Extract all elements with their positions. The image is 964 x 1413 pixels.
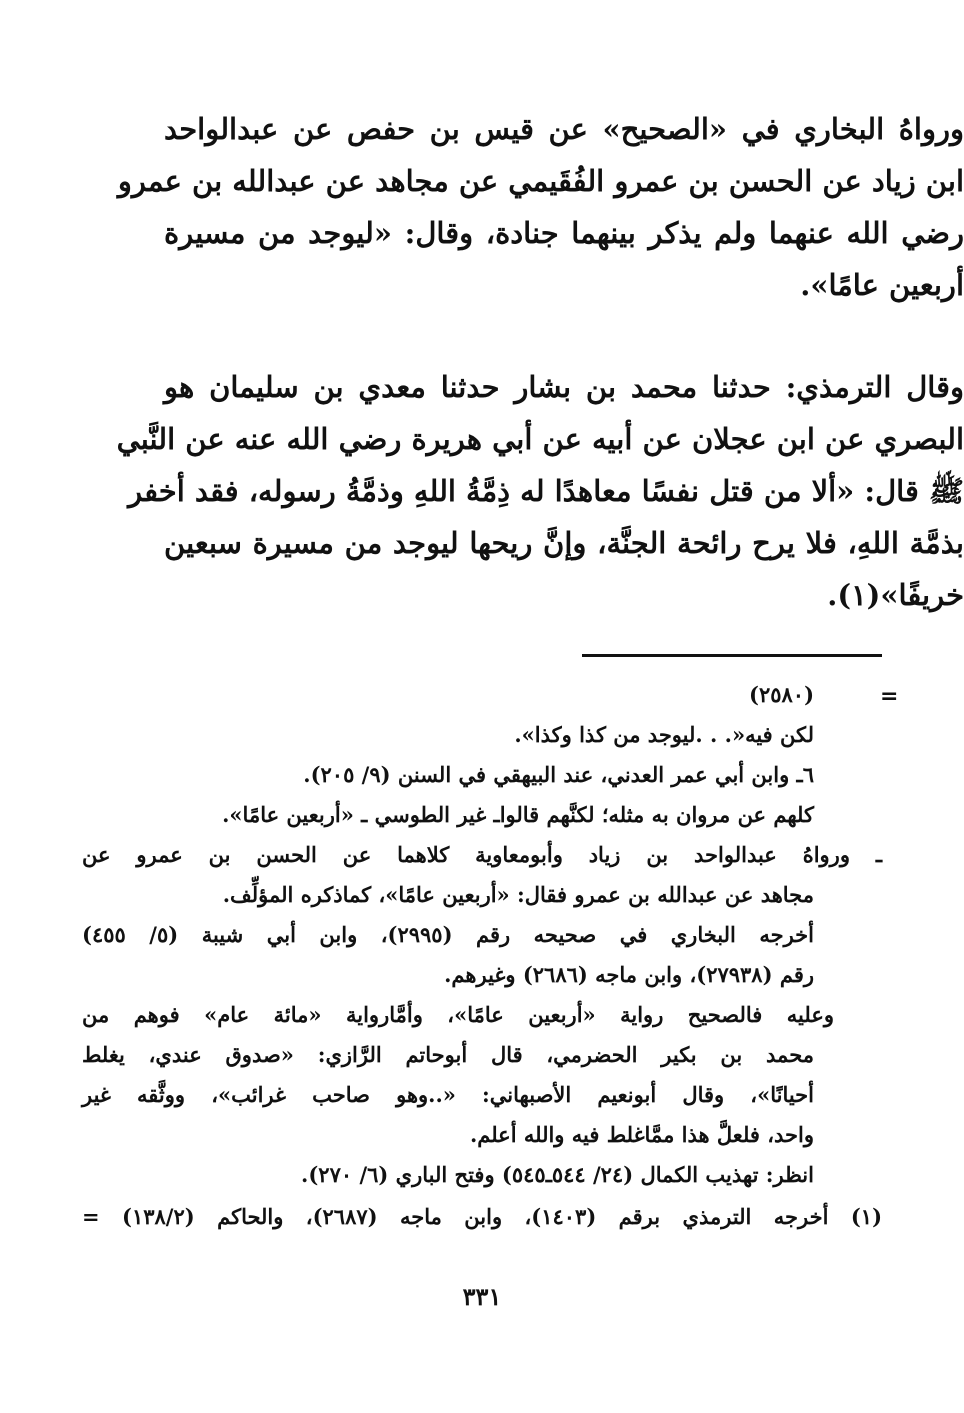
- paragraph-1-line-4: أربعين عامًا».: [800, 268, 964, 302]
- paragraph-1-line-2: ابن زياد عن الحسن بن عمرو الفُقَيمي عن مجاهد عن عبدالله بن عمرو: [117, 164, 964, 198]
- footnote-line: مجاهد عن عبدالله بن عمرو فقال: «أربعين عامًا»، كماذكره المؤلِّف.: [222, 882, 814, 907]
- paragraph-2-line-2: البصري عن ابن عجلان عن أبيه عن أبي هريرة رضي الله عنه عن النَّبي: [116, 422, 964, 456]
- footnote-continuation-mark: =: [880, 684, 899, 709]
- footnote-line: (٢٥٨٠): [749, 682, 814, 707]
- paragraph-1-line-1: ورواهُ البخاري في «الصحيح» عن قيس بن حفص عن عبدالواحد: [164, 112, 964, 146]
- paragraph-2-line-4: بذمَّة اللهِ، فلا يرح رائحة الجنَّة، وإنَّ ريحها ليوجد من مسيرة سبعين: [164, 526, 964, 560]
- paragraph-2-line-3: ﷺ قال: «ألا من قتل نفسًا معاهدًا له ذِمَّةُ اللهِ وذمَّةُ رسوله، فقد أخفر: [128, 474, 964, 508]
- footnote-line: واحد، فلعلَّ هذا ممَّاغلط فيه والله أعلم.: [469, 1122, 814, 1147]
- footnote-line: انظر: تهذيب الكمال (٢٤/ ٥٤٤ـ٥٤٥) وفتح الباري (٦/ ٢٧٠).: [301, 1162, 814, 1187]
- footnote-line: أحيانًا»، وقال أبونعيم الأصبهاني: «..وهو صاحب غرائب»، ووثَّقه غير: [82, 1082, 814, 1107]
- footnote-line: وعليه فالصحيح رواية «أربعين عامًا»، وأمَّارواية «مائة عام» فوهم من: [82, 1002, 834, 1027]
- footnote-separator: [582, 654, 882, 657]
- paragraph-1-line-3: رضي الله عنهما ولم يذكر بينهما جنادة، وقال: «ليوجد من مسيرة: [164, 216, 964, 250]
- footnote-line: كلهم عن مروان به مثله؛ لكنَّهم قالواـ غير الطوسي ـ «أربعين عامًا».: [222, 802, 814, 827]
- paragraph-2-line-1: وقال الترمذي: حدثنا محمد بن بشار حدثنا معدي بن سليمان هو: [164, 370, 964, 404]
- footnote-line: (١) أخرجه الترمذي برقم (١٤٠٣)، وابن ماجه (٢٦٨٧)، والحاكم (١٣٨/٢) =: [82, 1204, 882, 1229]
- footnote-line: ٦ـ وابن أبي عمر العدني، عند البيهقي في السنن (٩/ ٢٠٥).: [303, 762, 814, 787]
- footnote-line: محمد بن بكير الحضرمي، قال أبوحاتم الرَّازي: «صدوق عندي، يغلط: [82, 1042, 814, 1067]
- footnote-line: رقم (٢٧٩٣٨)، وابن ماجه (٢٦٨٦) وغيرهم.: [444, 962, 814, 987]
- paragraph-2-line-5: خريفًا»(١).: [827, 578, 964, 612]
- footnote-line: أخرجه البخاري في صحيحه رقم (٢٩٩٥)، وابن أبي شيبة (٥/ ٤٥٥): [82, 922, 814, 947]
- footnote-line: لكن فيه«. . .ليوجد من كذا وكذا».: [514, 722, 814, 747]
- page-number: ٣٣١: [462, 1282, 502, 1311]
- footnote-line: ـ ورواهُ عبدالواحد بن زياد وأبومعاوية كلاهما عن الحسن بن عمرو عن: [82, 842, 882, 867]
